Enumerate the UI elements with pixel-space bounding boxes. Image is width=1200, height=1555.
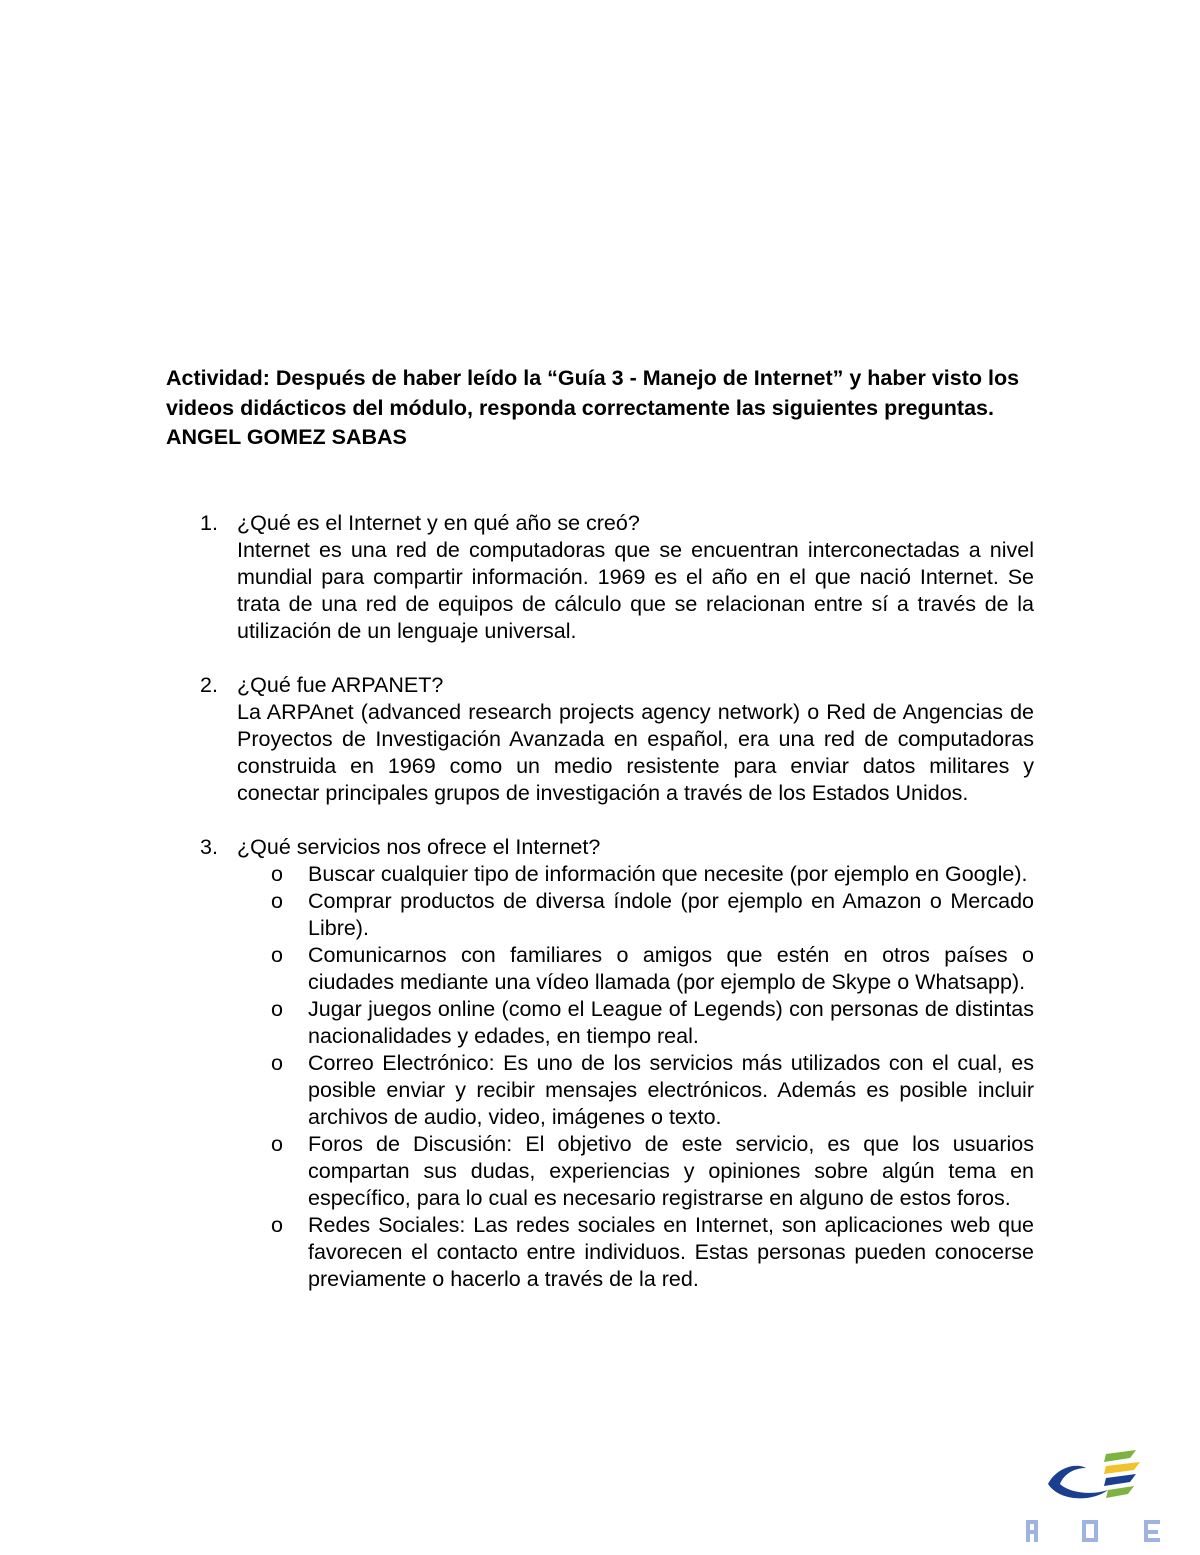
service-text: Jugar juegos online (como el League of Legends) con personas de distintas nacionalidades y edades, en tiempo real. [308, 997, 1034, 1048]
bullet-marker: o [271, 1132, 283, 1156]
service-item [271, 996, 1034, 1050]
question-item-3 [200, 834, 1034, 1293]
services-list [271, 861, 1034, 1293]
service-item [271, 942, 1034, 996]
question-text: ¿Qué es el Internet y en qué año se creó? [237, 511, 640, 535]
service-text: Correo Electrónico: Es uno de los servicios más utilizados con el cual, es posible enviar y recibir mensajes electrónicos. Además es posible incluir archivos de audio, video, imágenes o texto. [308, 1051, 1034, 1129]
question-number: 1. [200, 511, 218, 535]
service-item [271, 888, 1034, 942]
service-text: Foros de Discusión: El objetivo de este servicio, es que los usuarios compartan sus dudas, experiencias y opiniones sobre algún tema en específico, para lo cual es necesario registrarse en alguno de estos foros. [308, 1132, 1034, 1210]
answer-text: La ARPAnet (advanced research projects agency network) o Red de Angencias de Proyectos de Investigación Avanzada en español, era una red de computadoras construida en 1969 como un medio resistente para enviar datos militares y conectar principales grupos de investigación a través de los Estados Unidos. [237, 700, 1034, 805]
student-name: ANGEL GOMEZ SABAS [166, 425, 407, 449]
service-text: Comprar productos de diversa índole (por ejemplo en Amazon o Mercado Libre). [308, 889, 1034, 940]
service-item [271, 1131, 1034, 1212]
service-item [271, 861, 1034, 888]
service-item [271, 1050, 1034, 1131]
question-list [200, 510, 1034, 1320]
question-item-2 [200, 672, 1034, 807]
service-text: Redes Sociales: Las redes sociales en Internet, son aplicaciones web que favorecen el contacto entre individuos. Estas personas pueden conocerse previamente o hacerlo a través de la red. [308, 1213, 1034, 1291]
document-header [166, 364, 1046, 453]
bullet-marker: o [271, 889, 283, 913]
service-text: Buscar cualquier tipo de información que necesite (por ejemplo en Google). [308, 862, 1028, 886]
bullet-marker: o [271, 997, 283, 1021]
service-item [271, 1212, 1034, 1293]
bullet-marker: o [271, 1051, 283, 1075]
bullet-marker: o [271, 862, 283, 886]
answer-text: Internet es una red de computadoras que se encuentran interconectadas a nivel mundial para compartir información. 1969 es el año en el que nació Internet. Se trata de una red de equipos de cálculo que se relacionan entre sí a través de la utilización de un lenguaje universal. [237, 538, 1034, 643]
bullet-marker: o [271, 1213, 283, 1237]
question-number: 2. [200, 673, 218, 697]
question-item-1 [200, 510, 1034, 645]
question-number: 3. [200, 835, 218, 859]
question-text: ¿Qué fue ARPANET? [237, 673, 444, 697]
institution-logo-icon [1020, 1440, 1180, 1550]
bullet-marker: o [271, 943, 283, 967]
question-text: ¿Qué servicios nos ofrece el Internet? [237, 835, 601, 859]
service-text: Comunicarnos con familiares o amigos que estén en otros países o ciudades mediante una vídeo llamada (por ejemplo de Skype o Whatsapp). [308, 943, 1034, 994]
activity-instruction: Actividad: Después de haber leído la “Guía 3 - Manejo de Internet” y haber visto los videos didácticos del módulo, responda correctamente las siguientes preguntas. [166, 366, 1020, 420]
